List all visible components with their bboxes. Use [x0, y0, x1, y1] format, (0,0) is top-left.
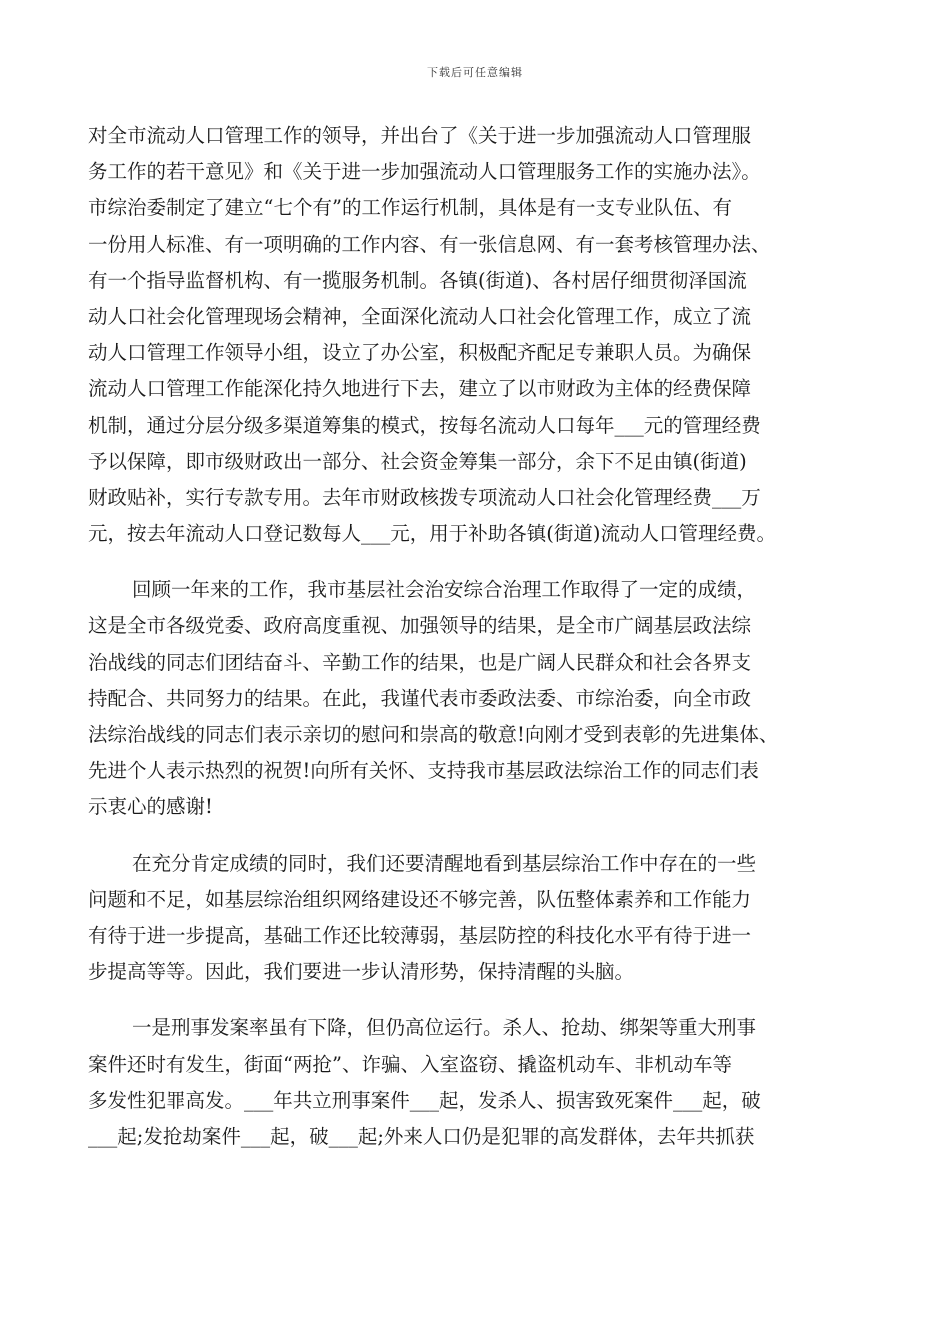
text-line: 财政贴补，实行专款专用。去年市财政核拨专项流动人口社会化管理经费___万: [88, 485, 761, 509]
text-line: 示衷心的感谢!: [88, 795, 213, 819]
document-body: [88, 118, 868, 1155]
paragraph-gap: [88, 826, 868, 846]
text-line: 对全市流动人口管理工作的领导，并出台了《关于进一步加强流动人口管理服: [88, 124, 752, 147]
text-line: 问题和不足，如基层综治组织网络建设还不够完善，队伍整体素养和工作能力: [88, 887, 752, 911]
text-line: 持配合、共同努力的结果。在此，我谨代表市委政法委、市综治委，向全市政: [88, 686, 752, 710]
paragraph-4: [88, 1010, 868, 1155]
text-line: 动人口社会化管理现场会精神，全面深化流动人口社会化管理工作，成立了流: [88, 304, 752, 328]
paragraph-gap: [88, 990, 868, 1010]
paragraph-gap: [88, 552, 868, 572]
text-line: 治战线的同志们团结奋斗、辛勤工作的结果，也是广阔人民群众和社会各界支: [88, 650, 752, 674]
text-line: 市综治委制定了建立“七个有”的工作运行机制，具体是有一支专业队伍、有: [88, 196, 732, 220]
text-line: 元，按去年流动人口登记数每人___元，用于补助各镇(街道)流动人口管理经费。: [88, 522, 776, 546]
text-line: 这是全市各级党委、政府高度重视、加强领导的结果，是全市广阔基层政法综: [88, 614, 752, 638]
text-line: 步提高等等。因此，我们要进一步认清形势，保持清醒的头脑。: [88, 960, 635, 984]
text-line: 流动人口管理工作能深化持久地进行下去，建立了以市财政为主体的经费保障: [88, 377, 752, 401]
page-header: 下载后可任意编辑: [427, 66, 523, 79]
paragraph-1: [88, 118, 868, 552]
text-line: 案件还时有发生，街面“两抢”、诈骗、入室盗窃、撬盗机动车、非机动车等: [88, 1052, 732, 1076]
text-line: ___起;发抢劫案件___起，破___起;外来人口仍是犯罪的高发群体，去年共抓获: [88, 1124, 755, 1148]
text-line: 有待于进一步提高，基础工作还比较薄弱，基层防控的科技化水平有待于进一: [88, 923, 752, 947]
text-line: 一是刑事发案率虽有下降，但仍高位运行。杀人、抢劫、绑架等重大刑事: [132, 1016, 757, 1040]
text-line: 多发性犯罪高发。___年共立刑事案件___起，发杀人、损害致死案件___起，破: [88, 1088, 761, 1112]
text-line: 予以保障，即市级财政出一部分、社会资金筹集一部分，余下不足由镇(街道): [88, 449, 747, 473]
text-line: 先进个人表示热烈的祝贺!向所有关怀、支持我市基层政法综治工作的同志们表: [88, 759, 759, 783]
text-line: 回顾一年来的工作，我市基层社会治安综合治理工作取得了一定的成绩，: [132, 578, 757, 602]
paragraph-2: [88, 572, 868, 825]
text-line: 务工作的若干意见》和《关于进一步加强流动人口管理服务工作的实施办法》。: [88, 160, 761, 184]
paragraph-3: [88, 846, 868, 991]
text-line: 机制，通过分层分级多渠道筹集的模式，按每名流动人口每年___元的管理经费: [88, 413, 761, 437]
text-line: 有一个指导监督机构、有一揽服务机制。各镇(街道)、各村居仔细贯彻泽国流: [88, 268, 747, 292]
text-line: 法综治战线的同志们表示亲切的慰问和崇高的敬意!向刚才受到表彰的先进集体、: [88, 723, 779, 746]
text-line: 在充分肯定成绩的同时，我们还要清醒地看到基层综治工作中存在的一些: [132, 851, 757, 875]
text-line: 一份用人标准、有一项明确的工作内容、有一张信息网、有一套考核管理办法、: [88, 232, 771, 256]
text-line: 动人口管理工作领导小组，设立了办公室，积极配齐配足专兼职人员。为确保: [88, 341, 752, 365]
